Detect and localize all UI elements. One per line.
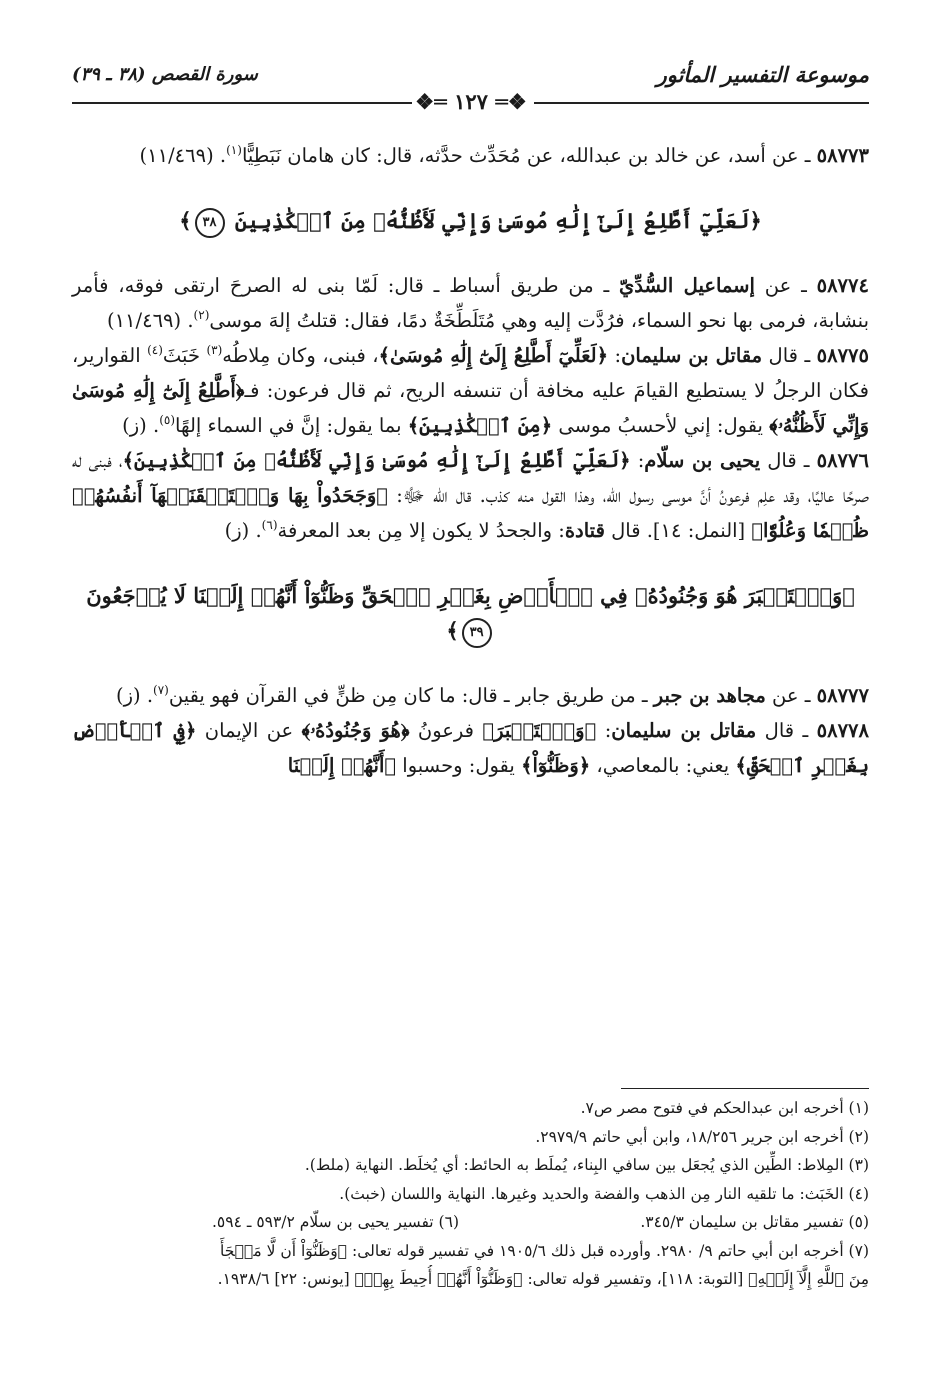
narration-dash: ـ قال — [762, 344, 817, 367]
narrator-name: إسماعيل السُّدِّيّ — [619, 274, 755, 297]
main-text — [72, 138, 869, 783]
footnote-ref-5[interactable]: (٥) — [159, 413, 176, 427]
narration-dash: ـ عن — [765, 684, 817, 707]
narration-58774 — [72, 268, 869, 338]
narrator-name: يحيى بن سلّام — [644, 449, 761, 472]
narration-text: بما يقول: إنَّ في السماء إلهًا — [175, 414, 408, 437]
colon: : — [630, 449, 645, 472]
quran-quote: ﴿أَطَّلِعُ إِلَىٰٓ إِلَٰهِ مُوسَىٰ وَإِنِّي لَأَظُنُّهُۥ﴾ — [72, 379, 869, 437]
verse-text: ﴿وَٱسۡتَكۡبَرَ هُوَ وَجُنُودُهُۥ فِي ٱلۡأَرۡضِ بِغَيۡرِ ٱلۡحَقِّ وَظَنُّوٓاْ أَنَّهُمۡ إِلَيۡنَا لَا يُرۡجَعُونَ — [86, 583, 855, 608]
narration-number: ٥٨٧٧٦ — [816, 449, 869, 472]
narration-text: ـ عن أسد، عن خالد بن عبدالله، عن مُحَدِّث حدَّثه، قال: كان هامان نَبَطِيًّا — [241, 144, 817, 167]
quran-verse-38 — [72, 203, 869, 238]
narration-text: خَبَثَ — [162, 344, 207, 367]
narration-text: ـ من طريق أسباط ـ قال: لَمّا بنى له الصرحَ ارتقى فوقه، فأمر بنشابة، فرمى بها نحو السماء، فرُدَّت إليه وهي مُتَلَطِّخَةٌ دمًا، فقال: قتلتُ إلهَ موسى — [72, 274, 869, 332]
footnote-5: (٥) تفسير مقاتل بن سليمان ٣٤٥/٣. — [640, 1213, 869, 1231]
surah-title: سورة القصص — [151, 64, 258, 85]
quran-quote: ﴿هُوَ وَجُنُودُهُۥ﴾ — [301, 719, 410, 742]
narration-text: ، فبنى، وكان مِلاطُه — [222, 344, 379, 367]
narration-dash: ـ قال — [760, 449, 817, 472]
narration-text: يقول: إني لأحسبُ موسى — [552, 414, 770, 437]
source-ref: . (١١/٤٦٩) — [139, 144, 227, 167]
quran-quote: ﴿وَجَحَدُواْ بِهَا وَٱسۡتَيۡقَنَتۡهَآ أَنفُسُهُمۡ ظُلۡمٗا وَعُلُوّٗا﴾ — [72, 484, 869, 542]
narrator-name-2: قتادة — [564, 519, 605, 542]
narrator-name: مقاتل بن سليمان — [611, 719, 757, 742]
narration-text: عن الإيمان — [196, 719, 302, 742]
narration-number: ٥٨٧٧٨ — [816, 719, 870, 742]
quran-quote: ﴿لَعَلِّيٓ أَطَّلِعُ إِلَىٰٓ إِلَٰهِ مُوسَىٰ وَإِنِّي لَأَظُنُّهُۥ مِنَ ٱلۡكَٰذِبِينَ﴾ — [122, 449, 631, 472]
narration-number: ٥٨٧٧٥ — [816, 344, 869, 367]
narration-58775 — [72, 338, 869, 443]
narration-58777 — [72, 678, 869, 713]
narration-number: ٥٨٧٧٤ — [816, 274, 869, 297]
narration-text: القوارير، فكان الرجلُ لا يستطيع القيامَ عليه مخافة أن تنسفه الريح، ثم قال فرعون: فـ — [72, 344, 869, 402]
source-ref: . (ز) — [224, 519, 262, 542]
quran-quote: ﴿لَعَلِّيٓ أَطَّلِعُ إِلَىٰٓ إِلَٰهِ مُوسَىٰ﴾ — [378, 344, 609, 367]
narration-dash: ـ عن — [754, 274, 817, 297]
header-rule-left — [72, 102, 416, 104]
footnote-6: (٦) تفسير يحيى بن سلّام ٥٩٣/٢ ـ ٥٩٤. — [211, 1213, 459, 1231]
quran-quote: ﴿مِنَ ٱلۡكَٰذِبِينَ﴾ — [407, 414, 553, 437]
colon: : — [596, 719, 612, 742]
surah-heading — [72, 64, 258, 85]
footnote-2: (٢) أخرجه ابن جرير ١٨/٢٥٦، وابن أبي حاتم ٢٩٧٩/٩. — [535, 1127, 869, 1146]
footnote-ref-4[interactable]: (٤) — [147, 343, 163, 357]
narrator-name: مجاهد بن جبر — [653, 684, 766, 707]
footnote-7-line-2: مِنَ ٱللَّهِ إِلَّآ إِلَيۡهِ﴾ [التوبة: ١١٨]، وتفسير قوله تعالى: ﴿وَظَنُّوٓاْ أَنَّهُمۡ أُحِيطَ بِهِمۡ﴾ [يونس: ٢٢] ١٩٣٨/٦. — [217, 1270, 869, 1288]
footnote-ref-1[interactable]: (١) — [226, 143, 242, 157]
footnote-3: (٣) المِلاط: الطِّين الذي يُجعَل بين سافي البِناء، يُملَط به الحائط: أي يُخلَط. النهاية (ملط). — [304, 1156, 869, 1174]
footnote-4: (٤) الخَبَث: ما تلقيه النار مِن الذهب والفضة والحديد وغيرها. النهاية واللسان (خبث). — [339, 1184, 869, 1203]
narration-text: : والجحدُ لا يكون إلا مِن بعد المعرفة — [277, 519, 565, 542]
narration-58773 — [72, 138, 869, 173]
narration-number: ٥٨٧٧٣ — [816, 144, 869, 167]
footnote-ref-2[interactable]: (٢) — [193, 308, 210, 322]
footnote-separator — [621, 1088, 869, 1089]
narration-text: ـ من طريق جابر ـ قال: ما كان مِن ظنٍّ في القرآن فهو يقين — [168, 684, 654, 707]
narration-58776 — [72, 443, 869, 548]
narration-text: ، فبنى له صرحًا عاليًا، وقد علِم فرعونُ أنَّ موسى رسول الله، وهذا القول منه كذب. قال الله ﷻ: — [72, 449, 869, 507]
narration-text: فرعونُ — [409, 719, 483, 742]
colon: : — [608, 344, 622, 367]
narrator-name: مقاتل بن سليمان — [621, 344, 763, 367]
footnote-1: (١) أخرجه ابن عبدالحكم في فتوح مصر ص٧. — [580, 1099, 869, 1117]
footnote-ref-3[interactable]: (٣) — [206, 343, 223, 357]
narration-text: [النمل: ١٤]. قال — [604, 519, 752, 542]
verse-text: ﴿لَعَلِّيٓ أَطَّلِعُ إِلَىٰٓ إِلَٰهِ مُوسَىٰ وَإِنِّي لَأَظُنُّهُۥ مِنَ ٱلۡكَٰذِبِينَ — [234, 208, 762, 233]
quran-quote: ﴿فِي ٱلۡأَرۡضِ بِغَيۡرِ ٱلۡحَقِّ﴾ — [72, 719, 869, 777]
footnote-row-5-6 — [72, 1208, 869, 1237]
narration-dash: ـ قال — [756, 719, 817, 742]
quran-quote: ﴿وَظَنُّوٓاْ﴾ — [521, 754, 591, 777]
verse-close-bracket: ﴾ — [446, 618, 459, 643]
source-ref: . (١١/٤٦٩) — [106, 309, 194, 332]
page-number: ١٢٧ — [454, 89, 488, 114]
ayah-number-badge: ٣٨ — [195, 208, 225, 238]
narration-text: يعني: بالمعاصي، — [590, 754, 736, 777]
source-ref: . (ز) — [115, 684, 154, 707]
narration-58778 — [72, 713, 869, 783]
ayah-number-badge: ٣٩ — [462, 618, 492, 648]
running-header — [72, 62, 869, 114]
footnotes — [72, 1094, 869, 1294]
footnote-7-line-1: (٧) أخرجه ابن أبي حاتم ٩/ ٢٩٨٠. وأورده قبل ذلك ١٩٠٥/٦ في تفسير قوله تعالى: ﴿وَظَنُّوٓاْ أَن لَّا مَلۡجَأَ — [220, 1241, 869, 1260]
narration-text: يقول: وحسبوا — [396, 754, 522, 777]
source-ref: . (ز) — [122, 414, 160, 437]
ornament-left-icon: ═❖ — [415, 89, 447, 114]
footnote-ref-7[interactable]: (٧) — [153, 683, 169, 697]
verse-range: (٣٨ ـ ٣٩) — [72, 64, 146, 85]
ornament-right-icon: ❖═ — [495, 89, 527, 114]
page-number-box — [412, 89, 530, 117]
narration-number: ٥٨٧٧٧ — [816, 684, 869, 707]
quran-verse-39 — [72, 578, 869, 648]
book-title: موسوعة التفسير المأثور — [656, 62, 869, 87]
header-rule-right — [534, 102, 869, 104]
quran-quote: ﴿وَٱسۡتَكۡبَرَ﴾ — [482, 719, 597, 742]
footnote-ref-6[interactable]: (٦) — [261, 518, 278, 532]
verse-close-bracket: ﴾ — [179, 208, 192, 233]
quran-quote: ﴿أَنَّهُمۡ إِلَيۡنَا — [287, 754, 397, 777]
